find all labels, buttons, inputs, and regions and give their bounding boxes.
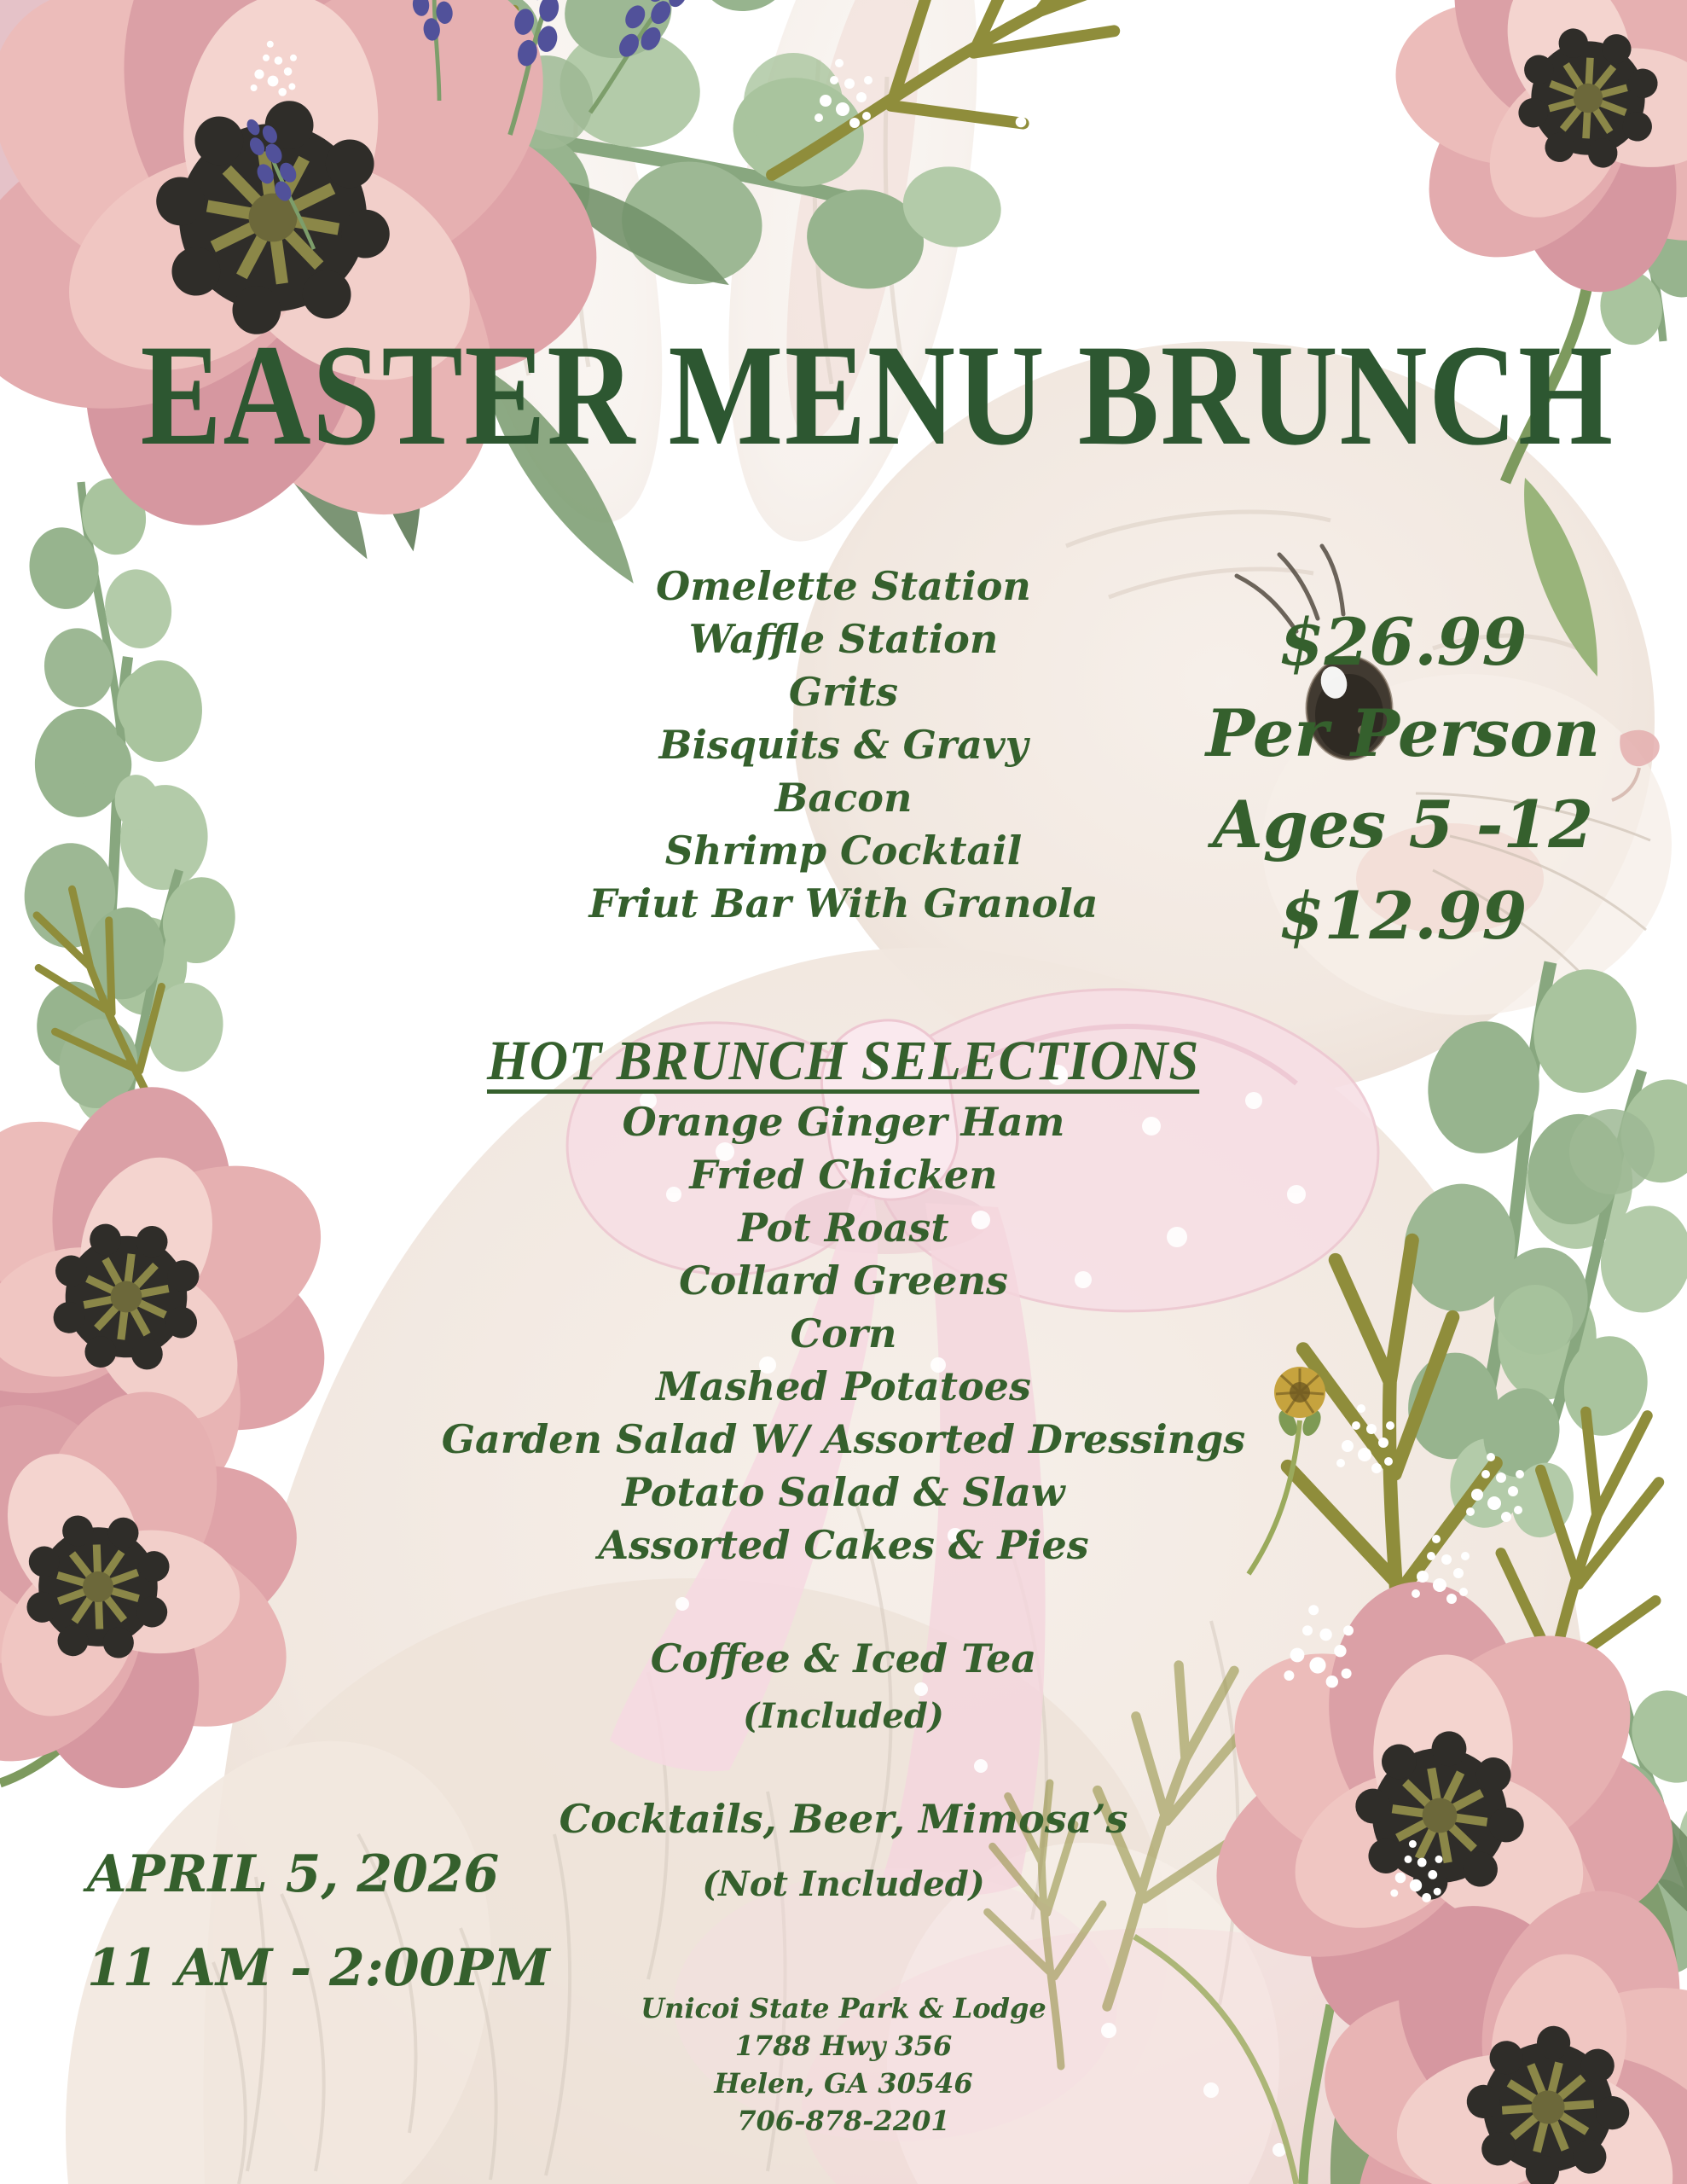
extra-note: (Not Included) <box>702 1864 985 1904</box>
menu-item: Pot Roast <box>738 1205 949 1251</box>
extra-beverage-item: Cocktails, Beer, Mimosa’s <box>559 1796 1128 1842</box>
menu-item: Omelette Station <box>656 563 1031 609</box>
menu-item: Friut Bar With Granola <box>588 880 1099 926</box>
menu-item: Garden Salad W/ Assorted Dressings <box>441 1416 1246 1462</box>
menu-item: Corn <box>790 1310 897 1356</box>
venue-name: Unicoi State Park & Lodge <box>641 1992 1046 2024</box>
menu-item: Potato Salad & Slaw <box>622 1469 1065 1515</box>
adult-price: $26.99 <box>1278 604 1528 680</box>
menu-item: Collard Greens <box>679 1258 1008 1304</box>
menu-item: Grits <box>788 669 899 715</box>
child-price: $12.99 <box>1278 878 1528 954</box>
menu-item: Shrimp Cocktail <box>664 828 1023 874</box>
menu-item: Bisquits & Gravy <box>658 722 1029 768</box>
page-title-text: EASTER MENU BRUNCH <box>140 315 1615 475</box>
included-note: (Included) <box>743 1696 944 1736</box>
included-beverage-item: Coffee & Iced Tea <box>650 1635 1037 1682</box>
event-time: 11 AM - 2:00PM <box>87 1938 550 1998</box>
hot-brunch-heading: HOT BRUNCH SELECTIONS <box>487 1030 1200 1092</box>
event-date: APRIL 5, 2026 <box>87 1844 500 1904</box>
hot-brunch-list <box>0 1095 1687 1571</box>
venue-city: Helen, GA 30546 <box>714 2067 973 2100</box>
hot-brunch-section <box>0 1030 1687 1571</box>
venue-phone: 706-878-2201 <box>737 2105 950 2137</box>
venue-street: 1788 Hwy 356 <box>734 2030 953 2062</box>
child-age-label: Ages 5 -12 <box>1212 787 1594 863</box>
venue-info <box>0 1989 1687 2140</box>
pricing-block <box>1130 596 1676 961</box>
menu-item: Assorted Cakes & Pies <box>598 1522 1089 1568</box>
event-datetime <box>87 1845 550 1997</box>
menu-item: Waffle Station <box>688 616 999 662</box>
menu-item: Bacon <box>774 775 913 821</box>
menu-item: Fried Chicken <box>689 1152 998 1198</box>
adult-price-label: Per Person <box>1205 695 1601 771</box>
menu-item: Mashed Potatoes <box>656 1363 1031 1409</box>
included-beverages <box>0 1631 1687 1747</box>
page-title <box>0 316 1687 475</box>
menu-item: Orange Ginger Ham <box>622 1099 1065 1145</box>
hot-brunch-heading-row <box>0 1030 1687 1092</box>
